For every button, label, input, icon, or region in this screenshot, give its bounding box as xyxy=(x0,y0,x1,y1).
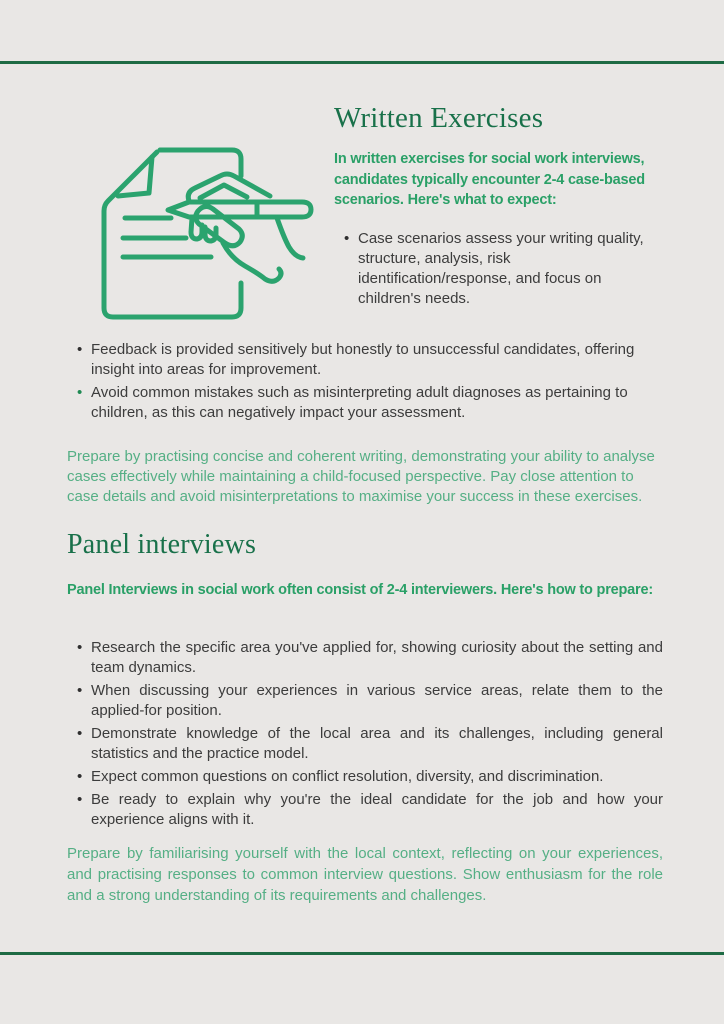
index-finger xyxy=(223,243,281,281)
bullet-marker: • xyxy=(77,639,83,656)
bullet-marker: • xyxy=(77,725,83,742)
list-item-text: Be ready to explain why you're the ideal candidate for the job and how your experience aligns with it. xyxy=(91,791,663,828)
list-item-text: Feedback is provided sensitively but honestly to unsuccessful candidates, offering insight into areas for improvement. xyxy=(91,341,635,378)
list-item xyxy=(67,638,663,678)
top-divider xyxy=(0,61,724,64)
list-item-text: Avoid common mistakes such as misinterpreting adult diagnoses as pertaining to children, as this can negatively impact your assessment. xyxy=(91,384,628,421)
list-item xyxy=(67,724,663,764)
list-item-text: Research the specific area you've applied for, showing curiosity about the setting and team dynamics. xyxy=(91,639,663,676)
list-item-text: Expect common questions on conflict resolution, diversity, and discrimination. xyxy=(91,768,604,785)
list-item xyxy=(67,340,657,380)
hand-knuckle-ridge xyxy=(200,185,247,198)
panel-interviews-intro: Panel Interviews in social work often consist of 2-4 interviewers. Here's how to prepare: xyxy=(67,582,653,598)
written-tip-paragraph: Prepare by practising concise and coherent writing, demonstrating your ability to analyse cases effectively while maintaining a child-focused perspective. Pay close attention to case details and avoid misinterpretations to maximise your success in these exercises. xyxy=(67,448,655,505)
bullet-marker: • xyxy=(77,768,83,785)
written-side-bullet xyxy=(334,229,662,309)
bullet-marker-green: • xyxy=(77,384,83,401)
written-exercises-section xyxy=(334,100,670,309)
bullet-marker: • xyxy=(77,791,83,808)
bottom-divider xyxy=(0,952,724,955)
list-item xyxy=(67,681,663,721)
bullet-marker: • xyxy=(344,229,350,247)
writing-hand-icon xyxy=(93,130,323,330)
list-item xyxy=(67,767,663,787)
bullet-marker: • xyxy=(77,682,83,699)
panel-tip-paragraph: Prepare by familiarising yourself with the local context, reflecting on your experiences, and practising responses to common interview questions. Show enthusiasm for the role and a strong understanding of its requirements and challenges. xyxy=(67,845,663,904)
list-item xyxy=(67,383,657,423)
writing-hand-illustration xyxy=(93,130,323,330)
pen xyxy=(168,202,311,217)
bullet-marker: • xyxy=(77,341,83,358)
list-item-text: Demonstrate knowledge of the local area and its challenges, including general statistics and the practice model. xyxy=(91,725,663,762)
written-exercises-title: Written Exercises xyxy=(334,102,544,134)
written-exercises-intro: In written exercises for social work interviews, candidates typically encounter 2-4 case-based scenarios. Here's what to expect: xyxy=(334,151,645,208)
panel-interviews-title: Panel interviews xyxy=(67,529,257,560)
list-item xyxy=(67,790,663,830)
written-bullet-list xyxy=(67,340,657,426)
written-side-bullet-text: Case scenarios assess your writing quality, structure, analysis, risk identification/response, and focus on children's needs. xyxy=(358,229,644,307)
wrist xyxy=(277,218,303,258)
list-item-text: When discussing your experiences in various service areas, relate them to the applied-for position. xyxy=(91,682,663,719)
panel-bullet-list xyxy=(67,638,663,833)
